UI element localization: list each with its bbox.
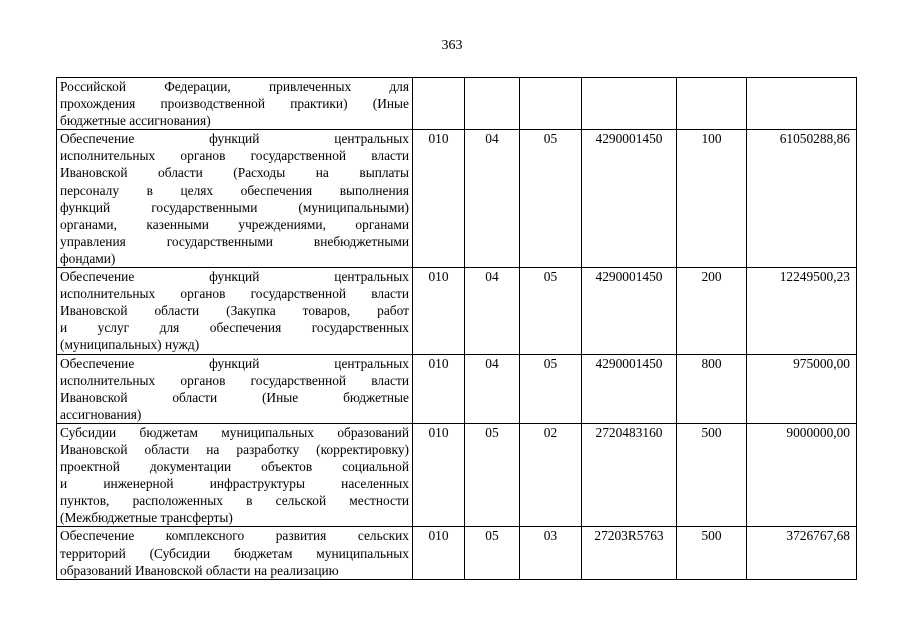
description-line: ассигнования) (60, 406, 142, 422)
expense-type-cell: 200 (677, 268, 747, 354)
ministry-code-cell: 010 (413, 268, 465, 354)
description-line: исполнительных органов государственной власти (60, 286, 409, 302)
description-line: Обеспечение функций центральных (60, 355, 409, 371)
ministry-code-cell: 010 (413, 130, 465, 268)
description-cell (57, 78, 413, 130)
expense-type-cell: 500 (677, 527, 747, 579)
description-line: Субсидии бюджетам муниципальных образований (60, 424, 409, 440)
ministry-code-cell: 010 (413, 527, 465, 579)
description-line: бюджетные ассигнования) (60, 113, 211, 129)
expense-type-cell: 500 (677, 423, 747, 527)
description-line: органами, казенными учреждениями, органами (60, 216, 409, 232)
description-line: Российской Федерации, привлеченных для (60, 79, 409, 94)
amount-cell: 61050288,86 (747, 130, 857, 268)
expense-type-cell (677, 78, 747, 130)
target-article-cell: 4290001450 (582, 268, 677, 354)
description-line: Ивановской области (Иные бюджетные (60, 389, 409, 405)
subsection-code-cell: 02 (520, 423, 582, 527)
description-line: Обеспечение функций центральных (60, 131, 409, 147)
table-row (57, 527, 857, 579)
section-code-cell: 04 (465, 130, 520, 268)
description-cell (57, 354, 413, 423)
table-row (57, 78, 857, 130)
description-line: Ивановской области (Закупка товаров, работ (60, 303, 409, 319)
subsection-code-cell: 03 (520, 527, 582, 579)
ministry-code-cell (413, 78, 465, 130)
amount-cell (747, 78, 857, 130)
description-line: персоналу в целях обеспечения выполнения (60, 182, 409, 198)
description-line: образований Ивановской области на реализацию (60, 562, 339, 578)
target-article-cell (582, 78, 677, 130)
section-code-cell: 05 (465, 423, 520, 527)
table-row (57, 354, 857, 423)
description-line: территорий (Субсидии бюджетам муниципальных (60, 545, 409, 561)
description-line: управления государственными внебюджетными (60, 233, 409, 249)
target-article-cell: 4290001450 (582, 354, 677, 423)
description-cell (57, 527, 413, 579)
description-line: фондами) (60, 250, 116, 266)
expense-type-cell: 800 (677, 354, 747, 423)
description-line: Обеспечение функций центральных (60, 269, 409, 285)
description-cell (57, 130, 413, 268)
description-line: Ивановской области (Расходы на выплаты (60, 165, 409, 181)
description-cell (57, 268, 413, 354)
section-code-cell: 04 (465, 354, 520, 423)
subsection-code-cell: 05 (520, 354, 582, 423)
section-code-cell: 05 (465, 527, 520, 579)
amount-cell: 12249500,23 (747, 268, 857, 354)
ministry-code-cell: 010 (413, 354, 465, 423)
description-line: Ивановской области на разработку (корректировку) (60, 441, 409, 457)
description-line: (муниципальных) нужд) (60, 337, 200, 353)
amount-cell: 975000,00 (747, 354, 857, 423)
description-line: исполнительных органов государственной власти (60, 148, 409, 164)
table-row (57, 423, 857, 527)
budget-table (56, 77, 857, 580)
amount-cell: 9000000,00 (747, 423, 857, 527)
description-line: (Межбюджетные трансферты) (60, 510, 233, 526)
expense-type-cell: 100 (677, 130, 747, 268)
description-line: и услуг для обеспечения государственных (60, 320, 409, 336)
subsection-code-cell (520, 78, 582, 130)
target-article-cell: 27203R5763 (582, 527, 677, 579)
amount-cell: 3726767,68 (747, 527, 857, 579)
description-line: Обеспечение комплексного развития сельских (60, 528, 409, 544)
table-row (57, 130, 857, 268)
section-code-cell: 04 (465, 268, 520, 354)
target-article-cell: 4290001450 (582, 130, 677, 268)
page-number: 363 (441, 38, 463, 53)
subsection-code-cell: 05 (520, 130, 582, 268)
ministry-code-cell: 010 (413, 423, 465, 527)
description-line: исполнительных органов государственной власти (60, 372, 409, 388)
description-line: и инженерной инфраструктуры населенных (60, 476, 409, 492)
description-cell (57, 423, 413, 527)
subsection-code-cell: 05 (520, 268, 582, 354)
section-code-cell (465, 78, 520, 130)
target-article-cell: 2720483160 (582, 423, 677, 527)
description-line: функций государственными (муниципальными) (60, 199, 409, 215)
table-row (57, 268, 857, 354)
description-line: проектной документации объектов социальной (60, 459, 409, 475)
description-line: пунктов, расположенных в сельской местности (60, 493, 409, 509)
description-line: прохождения производственной практики) (Иные (60, 96, 409, 112)
